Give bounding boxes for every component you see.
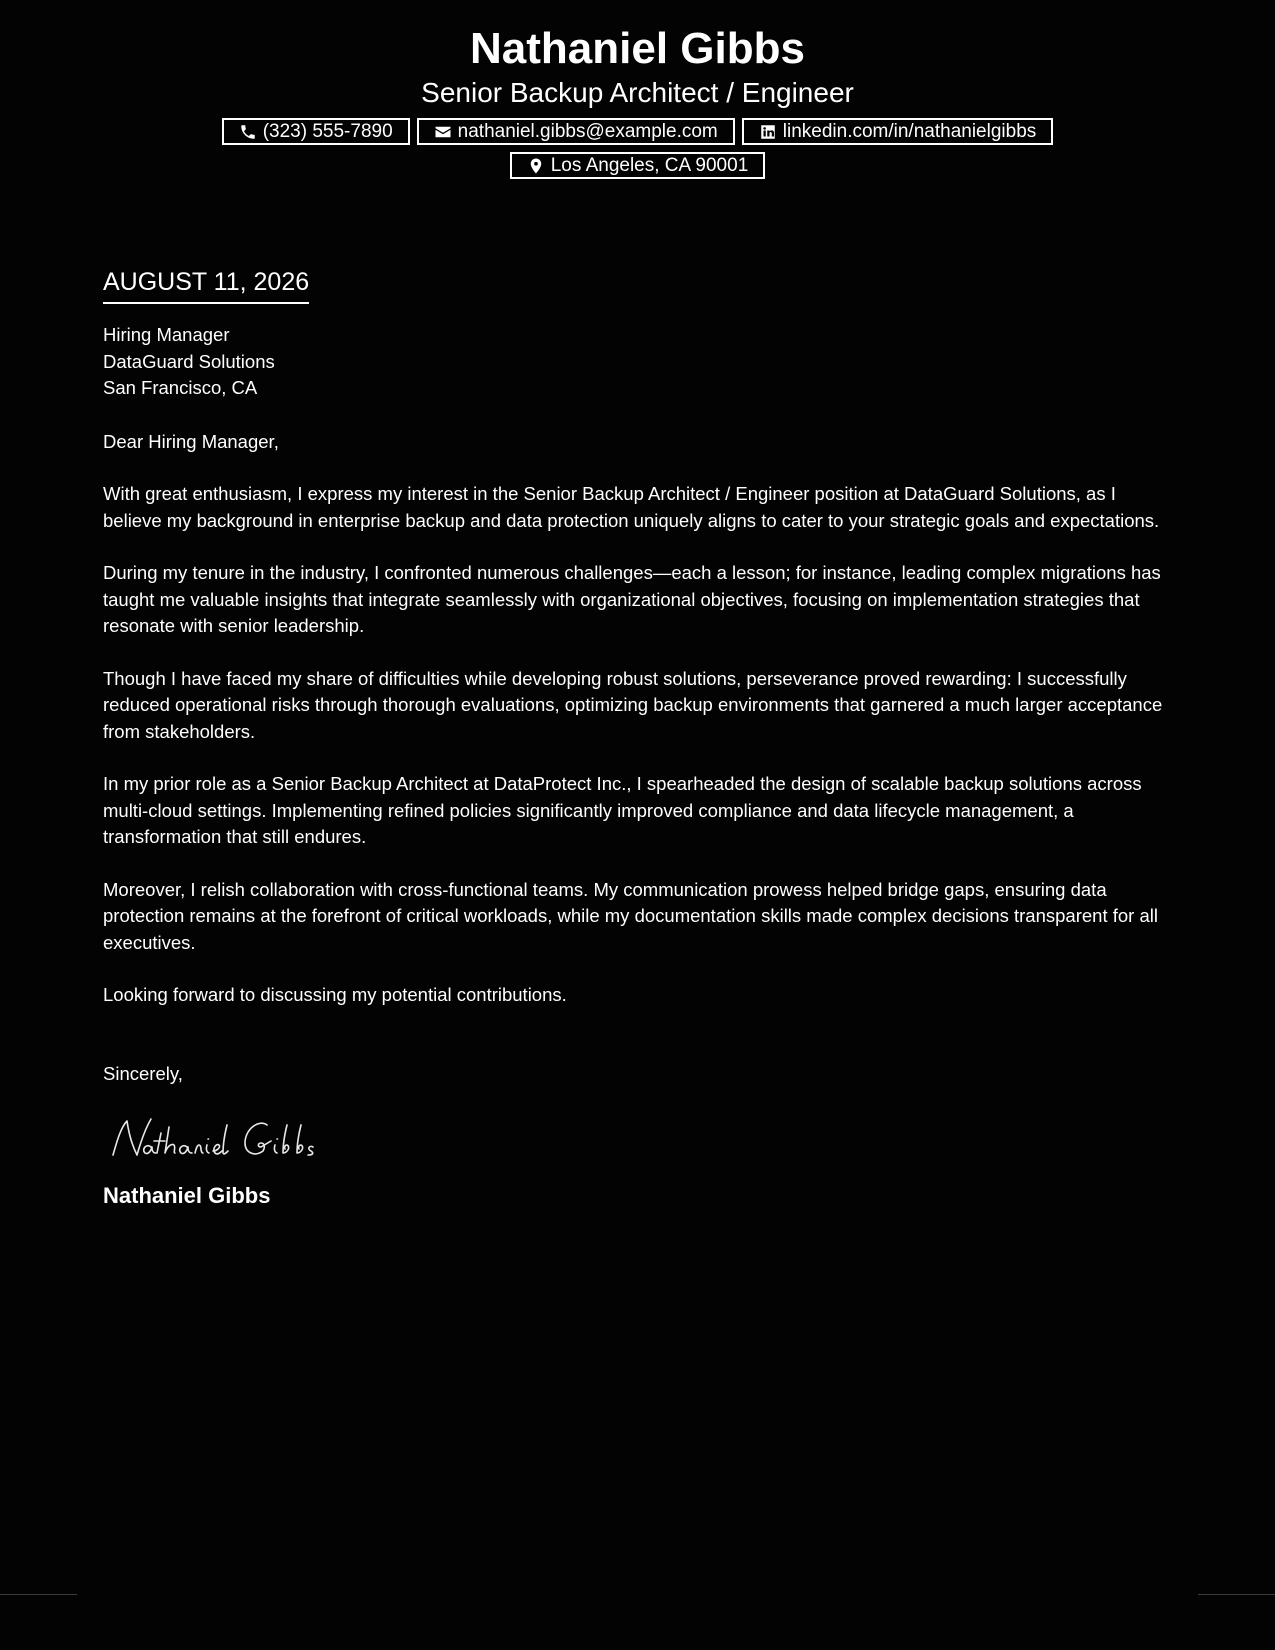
contact-list	[0, 118, 1275, 145]
contact-list-row2	[0, 152, 1275, 179]
recipient-company: DataGuard Solutions	[103, 350, 275, 372]
applicant-title: Senior Backup Architect / Engineer	[421, 77, 854, 108]
phone-text: (323) 555-7890	[262, 121, 393, 142]
applicant-name: Nathaniel Gibbs	[470, 24, 805, 73]
handwritten-signature	[107, 1111, 1178, 1167]
paragraph: Moreover, I relish collaboration with cross-functional teams. My communication prowess helped bridge gaps, ensuring data protection remains at the forefront of critical workloads, while my documentation skills made complex decisions transparent for all executives.	[103, 878, 1158, 953]
phone-icon	[239, 123, 257, 141]
signer-name: Nathaniel Gibbs	[103, 1183, 271, 1208]
linkedin-icon	[759, 123, 777, 141]
recipient-address: San Francisco, CA	[103, 377, 258, 398]
map-marker-icon	[527, 157, 545, 175]
recipient-block	[103, 322, 1178, 402]
closing: Sincerely,	[103, 1062, 183, 1084]
letter-header	[0, 22, 1275, 179]
signature-graphic	[107, 1111, 367, 1167]
footer-divider-left	[0, 1594, 77, 1595]
linkedin-text: linkedin.com/in/nathanielgibbs	[782, 121, 1037, 142]
location-text: Los Angeles, CA 90001	[550, 155, 749, 176]
phone-contact[interactable]	[222, 118, 410, 145]
letter-date: AUGUST 11, 2026	[103, 262, 309, 304]
location-contact	[510, 152, 766, 179]
email-contact[interactable]	[417, 118, 735, 145]
recipient-line: Hiring Manager	[103, 324, 230, 345]
paragraph: Looking forward to discussing my potential contributions.	[103, 984, 567, 1005]
paragraph: Though I have faced my share of difficulties while developing robust solutions, perseverance proved rewarding: I successfully reduced operational risks through thorough evaluations, optimizing backup environments that garnered a much larger acceptance from stakeholders.	[103, 667, 1163, 742]
linkedin-contact[interactable]	[742, 118, 1054, 145]
email-text: nathaniel.gibbs@example.com	[457, 121, 718, 142]
paragraph: During my tenure in the industry, I confronted numerous challenges—each a lesson; for instance, leading complex migrations has taught me valuable insights that integrate seamlessly with organizational objectives, focusing on implementation strategies that resonate with senior leadership.	[103, 562, 1161, 636]
envelope-icon	[434, 123, 452, 141]
salutation: Dear Hiring Manager,	[103, 430, 279, 452]
paragraph: With great enthusiasm, I express my interest in the Senior Backup Architect / Engineer position at DataGuard Solutions, as I believe my background in enterprise backup and data protection uniquely aligns to cater to your strategic goals and expectations.	[103, 483, 1160, 531]
footer-divider-right	[1198, 1594, 1275, 1595]
paragraph: In my prior role as a Senior Backup Architect at DataProtect Inc., I spearheaded the design of scalable backup solutions across multi-cloud settings. Implementing refined policies significantly improved compliance and data lifecycle management, a transformation that still endures.	[103, 773, 1142, 847]
letter-body	[103, 262, 1178, 1211]
